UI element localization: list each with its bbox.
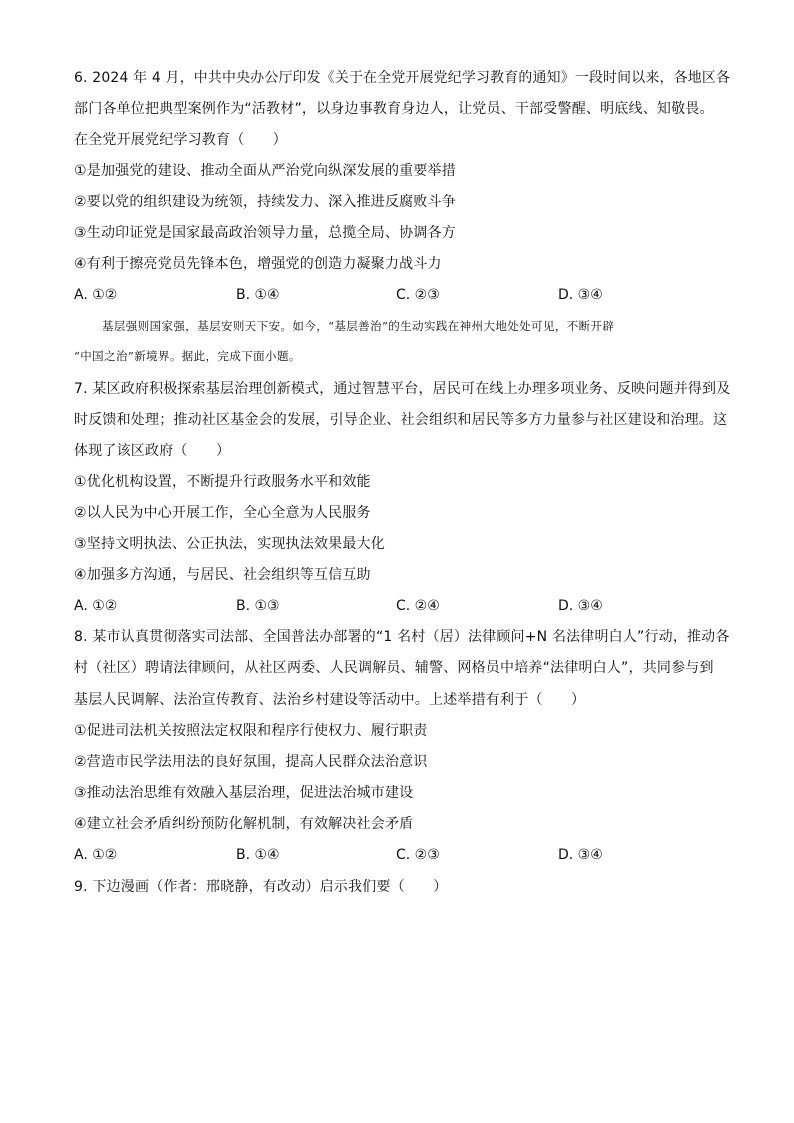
q8-statement-3: ③推动法治思维有效融入基层治理，促进法治城市建设 [74,785,414,801]
q6-option-a[interactable]: A. ①② [74,287,118,303]
q6-options [74,285,734,305]
q7-options [74,596,734,616]
q8-option-c[interactable]: C. ②③ [396,847,440,863]
q7-stem-line-1: 7. 某区政府积极探索基层治理创新模式，通过智慧平台，居民可在线上办理多项业务、反映问题并得到及 [74,381,731,397]
q6-option-b[interactable]: B. ①④ [236,287,280,303]
q7-option-c[interactable]: C. ②④ [396,598,440,614]
q8-options [74,845,734,865]
q6-option-c[interactable]: C. ②③ [396,287,440,303]
q7-option-a[interactable]: A. ①② [74,598,118,614]
q7-statement-3: ③坚持文明执法、公正执法，实现执法效果最大化 [74,536,385,552]
q8-option-d[interactable]: D. ③④ [558,847,603,863]
q8-option-b[interactable]: B. ①④ [236,847,280,863]
q7-statement-2: ②以人民为中心开展工作，全心全意为人民服务 [74,505,371,521]
q7-statement-1: ①优化机构设置，不断提升行政服务水平和效能 [74,474,371,490]
q7-statement-4: ④加强多方沟通，与居民、社会组织等互信互助 [74,567,371,583]
q8-statement-4: ④建立社会矛盾纠纷预防化解机制，有效解决社会矛盾 [74,816,414,832]
q7-option-d[interactable]: D. ③④ [558,598,603,614]
q8-stem-line-3: 基层人民调解、法治宣传教育、法治乡村建设等活动中。上述举措有利于（ ） [74,692,586,708]
q7-option-b[interactable]: B. ①③ [236,598,280,614]
q7-stem-line-3: 体现了该区政府（ ） [74,443,231,459]
passage-line-2: “中国之治”新境界。据此，完成下面小题。 [74,349,301,363]
q8-option-a[interactable]: A. ①② [74,847,118,863]
q7-stem-line-2: 时反馈和处理；推动社区基金会的发展，引导企业、社会组织和居民等多方力量参与社区建设和治理。这 [74,412,728,428]
q6-stem-line-2: 部门各单位把典型案例作为“活教材”，以身边事教育身边人，让党员、干部受警醒、明底线、知敬畏。 [74,101,714,117]
q8-statement-2: ②营造市民学法用法的良好氛围，提高人民群众法治意识 [74,754,428,770]
passage-line-1: 基层强则国家强，基层安则天下安。如今，“基层善治”的生动实践在神州大地处处可见，不断开辟 [102,319,615,333]
q6-statement-3: ③生动印证党是国家最高政治领导力量，总揽全局、协调各方 [74,225,456,241]
q6-stem-line-3: 在全党开展党纪学习教育（ ） [74,132,287,148]
q6-statement-2: ②要以党的组织建设为统领，持续发力、深入推进反腐败斗争 [74,194,456,210]
q8-statement-1: ①促进司法机关按照法定权限和程序行使权力、履行职责 [74,723,428,739]
q6-stem-line-1: 6. 2024 年 4 月，中共中央办公厅印发《关于在全党开展党纪学习教育的通知》一段时间以来，各地区各 [74,70,731,86]
q6-option-d[interactable]: D. ③④ [558,287,603,303]
q6-statement-4: ④有利于擦亮党员先锋本色，增强党的创造力凝聚力战斗力 [74,256,442,272]
q8-stem-line-2: 村（社区）聘请法律顾问，从社区两委、人民调解员、辅警、网格员中培养“法律明白人”，共同参与到 [74,660,714,676]
q6-statement-1: ①是加强党的建设、推动全面从严治党向纵深发展的重要举措 [74,163,456,179]
q9-stem-line-1: 9. 下边漫画（作者：邢晓静，有改动）启示我们要（ ） [74,879,448,895]
q8-stem-line-1: 8. 某市认真贯彻落实司法部、全国普法办部署的“1 名村（居）法律顾问+N 名法律明白人”行动，推动各 [74,629,730,645]
